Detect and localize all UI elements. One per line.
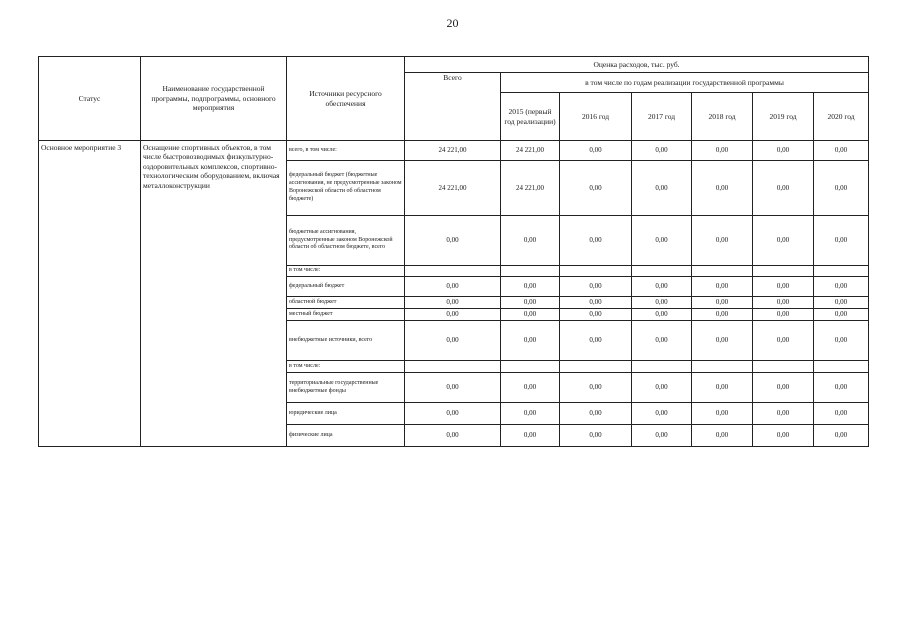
value-cell: 0,00 xyxy=(632,141,692,161)
source-cell: внебюджетные источники, всего xyxy=(287,321,405,361)
value-cell: 0,00 xyxy=(501,309,560,321)
value-cell: 0,00 xyxy=(560,321,632,361)
value-cell xyxy=(501,361,560,373)
value-cell: 0,00 xyxy=(405,216,501,266)
value-cell: 0,00 xyxy=(692,161,753,216)
value-cell: 0,00 xyxy=(405,277,501,297)
value-cell: 0,00 xyxy=(632,425,692,447)
table-body xyxy=(39,57,869,447)
value-cell: 0,00 xyxy=(692,297,753,309)
value-cell xyxy=(405,361,501,373)
value-cell: 0,00 xyxy=(753,309,814,321)
value-cell: 0,00 xyxy=(753,141,814,161)
page-number: 20 xyxy=(446,16,459,30)
value-cell: 0,00 xyxy=(753,277,814,297)
value-cell: 0,00 xyxy=(405,373,501,403)
value-cell: 0,00 xyxy=(814,277,869,297)
value-cell: 0,00 xyxy=(814,373,869,403)
value-cell: 0,00 xyxy=(753,373,814,403)
value-cell xyxy=(632,361,692,373)
value-cell: 0,00 xyxy=(560,161,632,216)
value-cell: 0,00 xyxy=(814,309,869,321)
header-year-2020: 2020 год xyxy=(814,93,869,141)
value-cell xyxy=(632,266,692,277)
value-cell: 24 221,00 xyxy=(501,141,560,161)
value-cell: 0,00 xyxy=(632,373,692,403)
header-year-2016: 2016 год xyxy=(560,93,632,141)
value-cell: 0,00 xyxy=(560,277,632,297)
value-cell: 0,00 xyxy=(692,309,753,321)
value-cell: 0,00 xyxy=(814,425,869,447)
value-cell xyxy=(753,266,814,277)
header-total: Всего xyxy=(405,73,501,141)
value-cell: 0,00 xyxy=(632,403,692,425)
source-cell: территориальные государственные внебюджетные фонды xyxy=(287,373,405,403)
value-cell xyxy=(753,361,814,373)
value-cell xyxy=(560,361,632,373)
source-cell: в том числе: xyxy=(287,361,405,373)
value-cell: 0,00 xyxy=(560,373,632,403)
value-cell: 0,00 xyxy=(692,141,753,161)
value-cell: 0,00 xyxy=(501,321,560,361)
value-cell: 0,00 xyxy=(501,425,560,447)
header-by-years: в том числе по годам реализации государственной программы xyxy=(501,73,869,93)
source-cell: бюджетные ассигнования, предусмотренные законом Воронежской области об областном бюджете, всего xyxy=(287,216,405,266)
value-cell xyxy=(501,266,560,277)
source-cell: федеральный бюджет (бюджетные ассигнования, не предусмотренные законом Воронежской области об областном бюджете) xyxy=(287,161,405,216)
value-cell xyxy=(814,361,869,373)
value-cell: 0,00 xyxy=(632,321,692,361)
value-cell: 0,00 xyxy=(814,216,869,266)
value-cell xyxy=(405,266,501,277)
value-cell: 0,00 xyxy=(692,277,753,297)
header-year-2018: 2018 год xyxy=(692,93,753,141)
value-cell: 0,00 xyxy=(753,403,814,425)
header-status: Статус xyxy=(39,57,141,141)
value-cell: 24 221,00 xyxy=(501,161,560,216)
value-cell: 0,00 xyxy=(632,216,692,266)
value-cell: 0,00 xyxy=(405,297,501,309)
value-cell xyxy=(814,266,869,277)
value-cell: 0,00 xyxy=(405,309,501,321)
value-cell: 0,00 xyxy=(814,321,869,361)
value-cell: 0,00 xyxy=(692,425,753,447)
header-year-2017: 2017 год xyxy=(632,93,692,141)
table-row xyxy=(39,141,869,161)
value-cell xyxy=(692,266,753,277)
value-cell: 0,00 xyxy=(814,161,869,216)
value-cell: 24 221,00 xyxy=(405,161,501,216)
value-cell: 0,00 xyxy=(814,297,869,309)
source-cell: местный бюджет xyxy=(287,309,405,321)
value-cell: 0,00 xyxy=(632,297,692,309)
value-cell: 0,00 xyxy=(632,309,692,321)
value-cell: 0,00 xyxy=(692,321,753,361)
value-cell: 0,00 xyxy=(692,216,753,266)
value-cell: 0,00 xyxy=(692,403,753,425)
value-cell: 0,00 xyxy=(632,277,692,297)
value-cell xyxy=(692,361,753,373)
value-cell: 0,00 xyxy=(560,403,632,425)
source-cell: всего, в том числе: xyxy=(287,141,405,161)
value-cell: 0,00 xyxy=(501,277,560,297)
value-cell: 0,00 xyxy=(814,141,869,161)
value-cell: 0,00 xyxy=(753,216,814,266)
header-estimate: Оценка расходов, тыс. руб. xyxy=(405,57,869,73)
value-cell: 0,00 xyxy=(753,425,814,447)
header-sources: Источники ресурсного обеспечения xyxy=(287,57,405,141)
value-cell: 0,00 xyxy=(632,161,692,216)
value-cell: 0,00 xyxy=(560,216,632,266)
value-cell: 0,00 xyxy=(501,297,560,309)
header-year-2019: 2019 год xyxy=(753,93,814,141)
value-cell: 0,00 xyxy=(405,321,501,361)
value-cell: 24 221,00 xyxy=(405,141,501,161)
value-cell: 0,00 xyxy=(501,373,560,403)
status-cell: Основное мероприятие 3 xyxy=(39,141,141,447)
value-cell: 0,00 xyxy=(753,297,814,309)
value-cell: 0,00 xyxy=(560,425,632,447)
value-cell: 0,00 xyxy=(692,373,753,403)
value-cell: 0,00 xyxy=(501,216,560,266)
value-cell: 0,00 xyxy=(753,161,814,216)
value-cell: 0,00 xyxy=(753,321,814,361)
source-cell: федеральный бюджет xyxy=(287,277,405,297)
value-cell: 0,00 xyxy=(560,309,632,321)
value-cell: 0,00 xyxy=(560,141,632,161)
header-program-name: Наименование государственной программы, подпрограммы, основного мероприятия xyxy=(141,57,287,141)
source-cell: юридические лица xyxy=(287,403,405,425)
value-cell: 0,00 xyxy=(560,297,632,309)
value-cell: 0,00 xyxy=(405,425,501,447)
program-name-cell: Оснащение спортивных объектов, в том числе быстровозводимых физкультурно-оздоровительных комплексов, спортивно-технологическим оборудованием, включая металлоконструкции xyxy=(141,141,287,447)
source-cell: физические лица xyxy=(287,425,405,447)
header-year-2015: 2015 (первый год реализации) xyxy=(501,93,560,141)
value-cell xyxy=(560,266,632,277)
value-cell: 0,00 xyxy=(501,403,560,425)
resource-table xyxy=(38,56,869,447)
source-cell: в том числе: xyxy=(287,266,405,277)
source-cell: областной бюджет xyxy=(287,297,405,309)
value-cell: 0,00 xyxy=(405,403,501,425)
value-cell: 0,00 xyxy=(814,403,869,425)
